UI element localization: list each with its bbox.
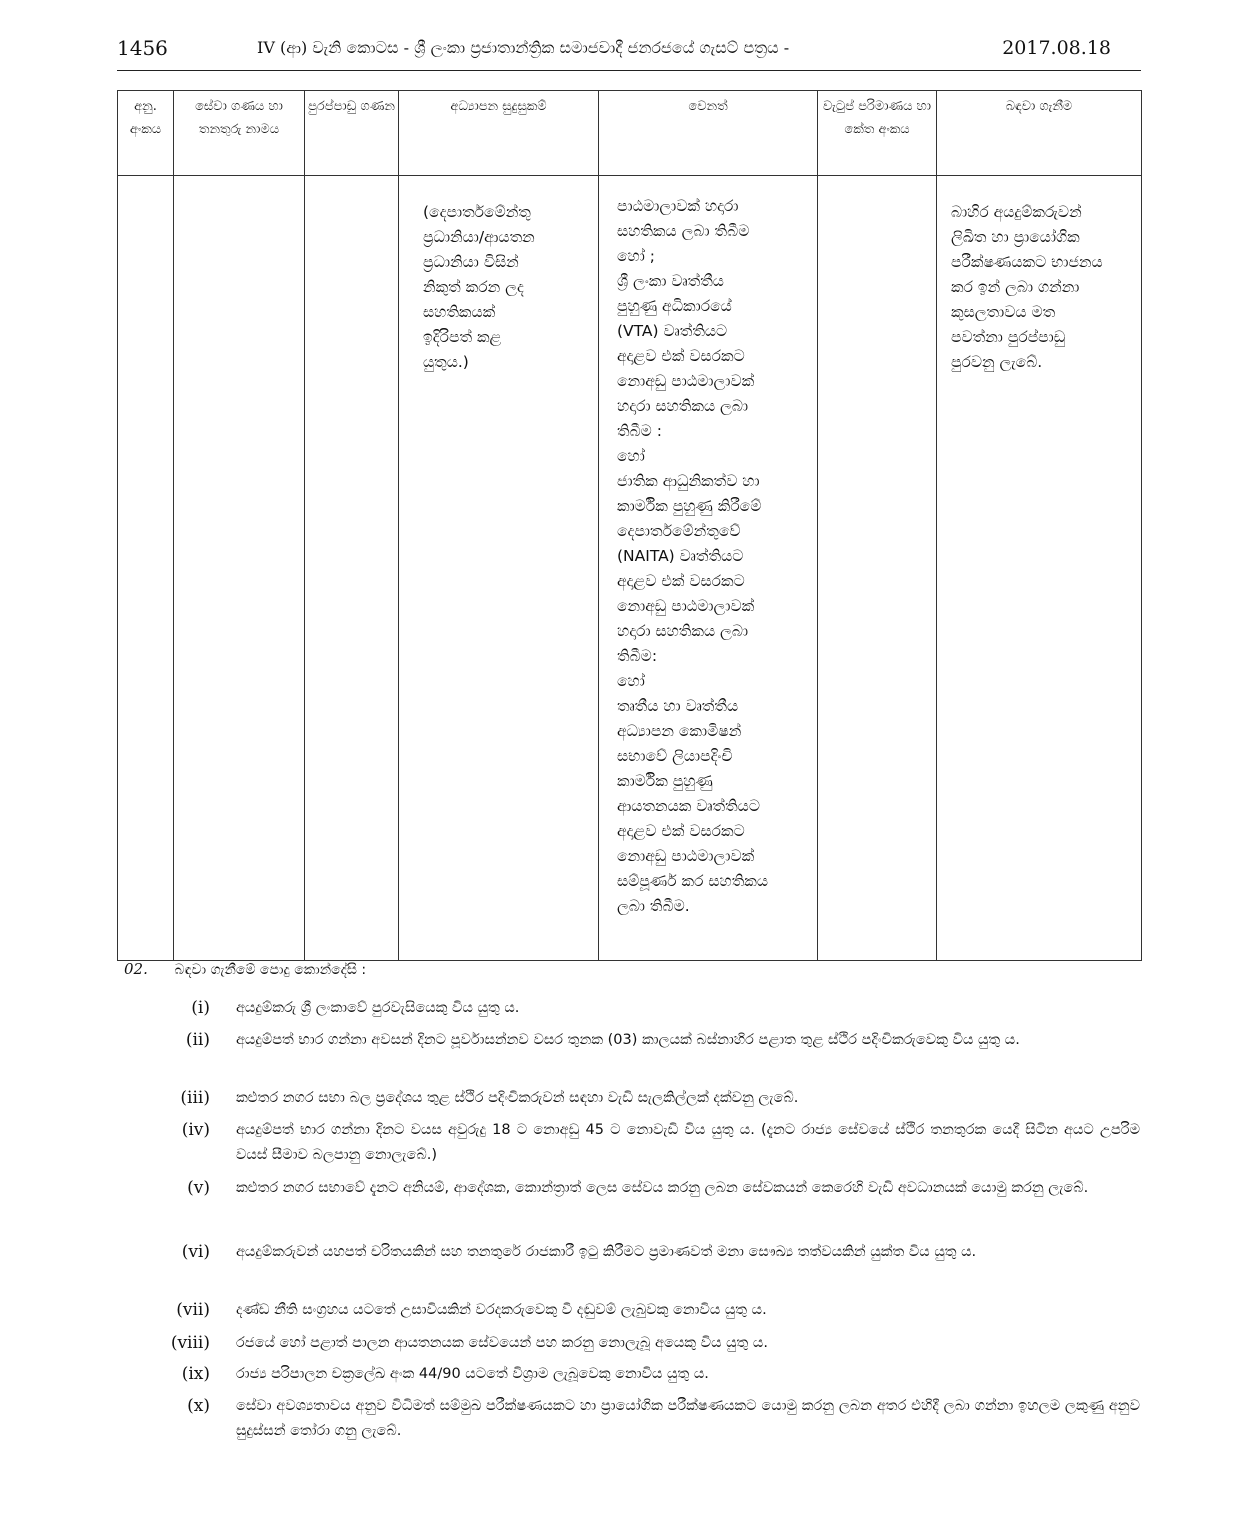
cell-salary bbox=[818, 176, 937, 961]
item-text: දණ්ඩ නීති සංග්‍රහය යටතේ උසාවියකින් වරදකරුවෙකු වී දඬුවම් ලැබුවකු නොවිය යුතු ය. bbox=[236, 1302, 767, 1318]
other-line: ආයතනයක වෘත්තියට bbox=[617, 797, 760, 815]
item-text: කළුතර නගර සභා බල ප්‍රදේශය තුළ ස්ථිර පදිංචිකරුවන් සඳහා වැඩි සැලකිල්ලක් දක්වනු ලැබේ. bbox=[236, 1090, 799, 1106]
other-line: අධ්‍යාපන කොමිෂන් bbox=[617, 722, 742, 740]
item-number: (ix) bbox=[181, 1364, 210, 1384]
other-line: නොඅඩු පාඨමාලාවක් bbox=[617, 597, 755, 615]
col-header-other: වෙනත් bbox=[599, 91, 818, 176]
item-text: අයදුම්පත් භාර ගන්නා දිනට වයස අවුරුදු 18 ට නොඅඩු 45 ට නොවැඩි විය යුතු ය. (දැනට රාජ්‍ය සේවයේ ස්ථිර තනතුරක යෙදී සිටින අයට උපරිම වයස් සීමාව බලපානු නොලැබේ.) bbox=[236, 1122, 1140, 1163]
item-text: අයදුම්පත් භාර ගන්නා අවසන් දිනට පූර්වාසන්නව වසර තුනක (03) කාලයක් බස්නාහිර පළාත තුළ ස්ථිර පදිංචිකරුවෙකු විය යුතු ය. bbox=[236, 1032, 1020, 1048]
other-line: දෙපාර්තමේන්තුවේ bbox=[617, 522, 741, 540]
col-header-service-post: සේවා ගණය හා තනතුරු නාමය bbox=[174, 91, 305, 176]
item-text: අයදුම්කරු ශ්‍රී ලංකාවේ පුරවැසියෙකු විය යුතු ය. bbox=[236, 1000, 520, 1016]
item-number: (v) bbox=[187, 1178, 210, 1198]
qualifications-table bbox=[117, 90, 1142, 961]
gazette-title: IV (ආ) වැනි කොටස - ශ්‍රී ලංකා ප්‍රජාතාන්ත්‍රික සමාජවාදී ජනරජයේ ගැසට් පත්‍රය - bbox=[257, 38, 790, 57]
other-line: සහතිකය ලබා තිබීම bbox=[617, 222, 750, 240]
section-heading bbox=[124, 960, 366, 978]
page-number: 1456 bbox=[117, 36, 168, 60]
other-line: සම්පූර්ණ කර සහතිකය bbox=[617, 872, 769, 890]
item-text: කළුතර නගර සභාවේ දැනට අනියම්, ආදේශක, කොන්ත්‍රාත් ලෙස සේවය කරනු ලබන සේවකයන් කෙරෙහි වැඩි අවධානයක් යොමු කරනු ලැබේ. bbox=[236, 1180, 1089, 1196]
other-line: තිබීම : bbox=[617, 422, 662, 440]
item-number: (i) bbox=[191, 998, 210, 1018]
gazette-date: 2017.08.18 bbox=[1002, 37, 1111, 59]
item-number: (viii) bbox=[170, 1333, 210, 1353]
col-header-vacancies: පුරප්පාඩු ගණන bbox=[305, 91, 399, 176]
other-line: ශ්‍රී ලංකා වෘත්තීය bbox=[617, 272, 724, 290]
col-header-salary: වැටුප් පරිමාණය හා කේත අංකය bbox=[818, 91, 937, 176]
other-line: ජාතික ආධුනිකත්ව හා bbox=[617, 472, 760, 490]
other-line: හදාරා සහතිකය ලබා bbox=[617, 397, 749, 415]
item-number: (iii) bbox=[180, 1088, 210, 1108]
other-line: සභාවේ ලියාපදිංචි bbox=[617, 747, 733, 765]
recruitment-line: පරීක්ෂණයකට භාජනය bbox=[951, 253, 1103, 271]
other-line: තිබීම: bbox=[617, 647, 658, 665]
education-line: ඉදිරිපත් කළ bbox=[423, 328, 502, 346]
other-line: (VTA) වෘත්තියට bbox=[617, 322, 728, 340]
other-line: නොඅඩු පාඨමාලාවක් bbox=[617, 372, 755, 390]
other-line: පුහුණු අධිකාරයේ bbox=[617, 297, 732, 315]
education-line: නිකුත් කරන ලද bbox=[423, 278, 524, 296]
cell-recruitment bbox=[937, 176, 1142, 961]
section-title: බඳවා ගැනීමේ පොදු කොන්දේසි : bbox=[174, 962, 367, 978]
other-line: හදාරා සහතිකය ලබා bbox=[617, 622, 749, 640]
item-text: අයදුම්කරුවන් යහපත් චරිතයකින් සහ තනතුරේ රාජකාරී ඉටු කිරීමට ප්‍රමාණවත් මනා සෞඛ්‍ය තත්වයකින් යුක්ත විය යුතු ය. bbox=[236, 1244, 977, 1260]
education-line: ප්‍රධානියා/ආයතන bbox=[423, 228, 535, 246]
recruitment-line: කර ඉන් ලබා ගන්නා bbox=[951, 278, 1080, 296]
table-header-row bbox=[118, 91, 1142, 176]
table-row bbox=[118, 176, 1142, 961]
cell-education bbox=[399, 176, 599, 961]
other-line: කාර්මික පුහුණු bbox=[617, 772, 713, 790]
item-text: රජයේ හෝ පළාත් පාලන ආයතනයක සේවයෙන් පහ කරනු නොලැබූ අයෙකු විය යුතු ය. bbox=[236, 1335, 768, 1351]
cell-other bbox=[599, 176, 818, 961]
education-line: ප්‍රධානියා විසින් bbox=[423, 253, 519, 271]
cell-service-post bbox=[174, 176, 305, 961]
item-number: (vi) bbox=[181, 1242, 210, 1262]
education-line: යුතුය.) bbox=[423, 353, 469, 371]
recruitment-line: පුරවනු ලැබේ. bbox=[951, 353, 1043, 371]
col-header-recruitment: බඳවා ගැනීම bbox=[937, 91, 1142, 176]
other-line: හෝ ; bbox=[617, 247, 656, 265]
section-number: 02. bbox=[124, 960, 148, 978]
cell-serial bbox=[118, 176, 174, 961]
other-line: හෝ bbox=[617, 672, 645, 690]
education-line: (දෙපාර්තමේන්තු bbox=[423, 203, 531, 221]
item-number: (x) bbox=[187, 1396, 210, 1416]
other-line: පාඨමාලාවක් හදාරා bbox=[617, 197, 739, 215]
recruitment-line: කුසලතාවය මත bbox=[951, 303, 1056, 321]
other-line: නොඅඩු පාඨමාලාවක් bbox=[617, 847, 755, 865]
item-text: රාජ්‍ය පරිපාලන චක්‍රලේඛ අංක 44/90 යටතේ විශ්‍රාම ලැබූවෙකු නොවිය යුතු ය. bbox=[236, 1366, 709, 1382]
col-header-serial: අනු. අංකය bbox=[118, 91, 174, 176]
other-line: හෝ bbox=[617, 447, 645, 465]
col-header-education: අධ්‍යාපන සුදුසුකම් bbox=[399, 91, 599, 176]
other-line: අදාළව එක් වසරකට bbox=[617, 572, 745, 590]
other-line: තෘතීය හා වෘත්තීය bbox=[617, 697, 739, 715]
other-line: අදාළව එක් වසරකට bbox=[617, 347, 745, 365]
item-number: (vii) bbox=[176, 1300, 210, 1320]
item-number: (iv) bbox=[181, 1120, 210, 1140]
recruitment-line: ලිඛිත හා ප්‍රායෝගික bbox=[951, 228, 1080, 246]
other-line: (NAITA) වෘත්තියට bbox=[617, 547, 744, 565]
other-line: කාර්මික පුහුණු කිරීමේ bbox=[617, 497, 762, 515]
education-line: සහතිකයක් bbox=[423, 303, 496, 321]
other-line: ලබා තිබීම. bbox=[617, 897, 690, 915]
page-header bbox=[117, 34, 1141, 71]
item-number: (ii) bbox=[185, 1030, 210, 1050]
cell-vacancies bbox=[305, 176, 399, 961]
item-text: සේවා අවශ්‍යතාවය අනුව විධිමත් සම්මුඛ පරීක්ෂණයකට හා ප්‍රායෝගික පරීක්ෂණයකට යොමු කරනු ලබන අතර එහිදී ලබා ගන්නා ඉහලම ලකුණු අනුව සුදුස්සන් තෝරා ගනු ලැබේ. bbox=[236, 1398, 1140, 1439]
recruitment-line: බාහිර අයදුම්කරුවන් bbox=[951, 203, 1082, 221]
other-line: අදාළව එක් වසරකට bbox=[617, 822, 745, 840]
recruitment-line: පවත්නා පුරප්පාඩු bbox=[951, 328, 1066, 346]
